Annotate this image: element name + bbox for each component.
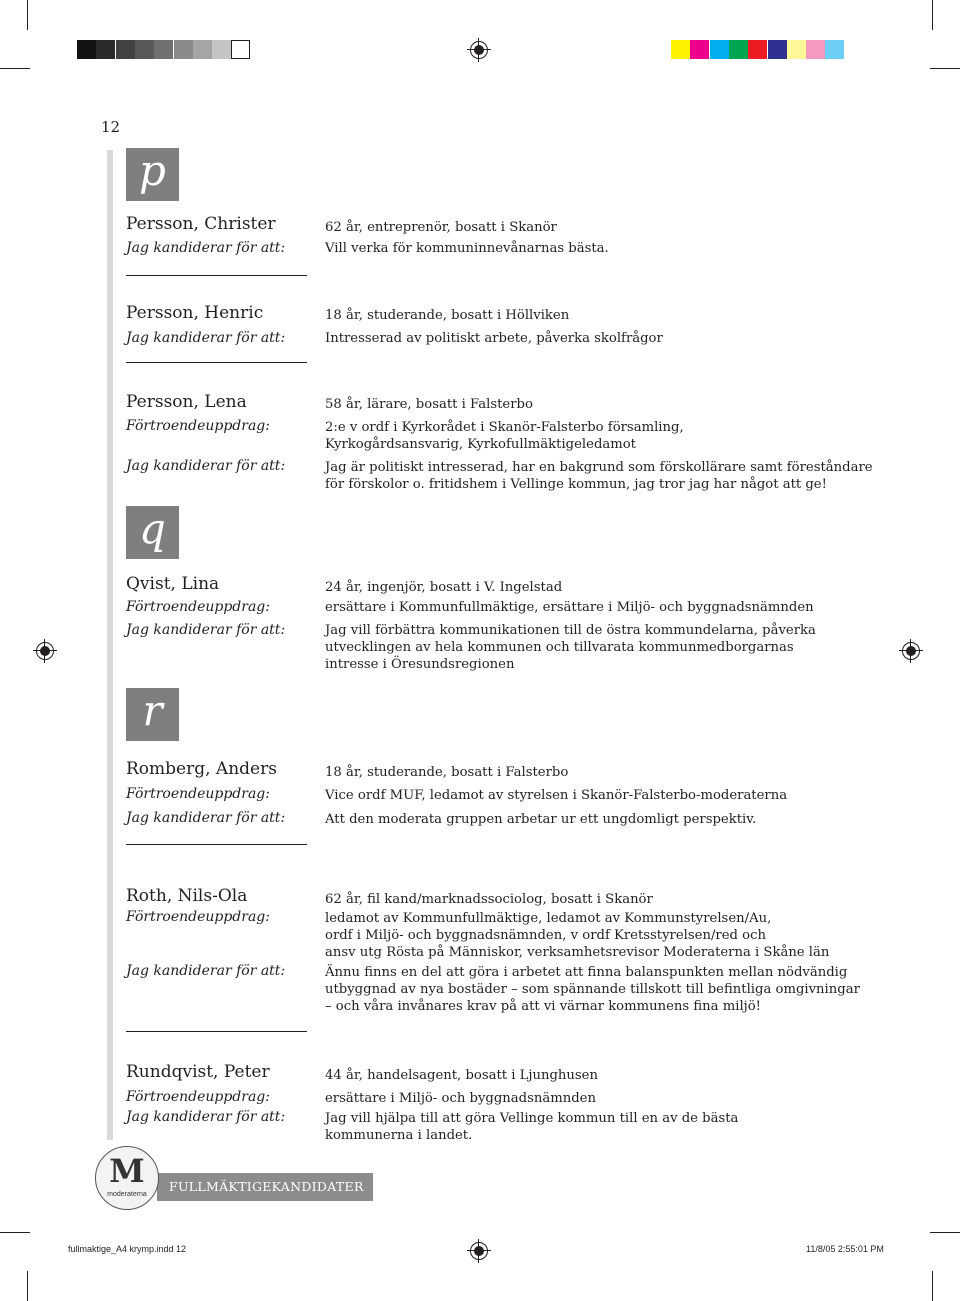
candidate-kandiderar-line: utbyggnad av nya bostäder – som spännande tillskott till befintliga omgivningar	[325, 982, 860, 997]
label-kandiderar: Jag kandiderar för att:	[126, 240, 286, 256]
candidate-uppdrag: ersättare i Miljö- och byggnadsnämnden	[325, 1091, 596, 1106]
candidate-about: 24 år, ingenjör, bosatt i V. Ingelstad	[325, 580, 563, 595]
color-swatch	[787, 40, 806, 59]
divider	[126, 275, 307, 276]
color-swatch	[671, 40, 690, 59]
slug-filename: fullmaktige_A4 krymp.indd 12	[68, 1244, 187, 1254]
registration-mark-icon	[902, 642, 920, 660]
color-swatch	[212, 40, 231, 59]
candidate-uppdrag-line: ansv utg Rösta på Människor, verksamhetsrevisor Moderaterna i Skåne län	[325, 945, 830, 960]
candidate-uppdrag: ersättare i Kommunfullmäktige, ersättare i Miljö- och byggnadsnämnden	[325, 600, 814, 615]
candidate-uppdrag-line: Kyrkogårdsansvarig, Kyrkofullmäktigeledamot	[325, 437, 636, 452]
crop-mark	[930, 68, 960, 69]
color-swatch	[135, 40, 154, 59]
candidate-name: Persson, Christer	[126, 214, 276, 234]
candidate-name: Persson, Henric	[126, 303, 264, 323]
label-kandiderar: Jag kandiderar för att:	[126, 1109, 286, 1125]
crop-mark	[27, 0, 28, 30]
crop-mark	[0, 1232, 30, 1233]
candidate-kandiderar-line: Jag vill förbättra kommunikationen till de östra kommundelarna, påverka	[325, 623, 816, 638]
label-uppdrag: Förtroendeuppdrag:	[126, 1089, 270, 1105]
section-letter-r: r	[126, 688, 179, 741]
candidate-kandiderar: Att den moderata gruppen arbetar ur ett ungdomligt perspektiv.	[325, 812, 757, 827]
section-letter-p: p	[126, 148, 179, 201]
label-uppdrag: Förtroendeuppdrag:	[126, 909, 270, 925]
candidate-name: Roth, Nils-Ola	[126, 886, 248, 906]
candidate-uppdrag-line: ledamot av Kommunfullmäktige, ledamot av Kommunstyrelsen/Au,	[325, 911, 772, 926]
color-swatch	[193, 40, 212, 59]
candidate-kandiderar-line: Ännu finns en del att göra i arbetet att finna balanspunkten mellan nödvändig	[325, 965, 848, 980]
candidate-kandiderar-line: – och våra invånares krav på att vi värnar kommunens fina miljö!	[325, 999, 761, 1014]
color-swatch	[154, 40, 173, 59]
color-swatch	[825, 40, 844, 59]
label-uppdrag: Förtroendeuppdrag:	[126, 786, 270, 802]
color-swatch	[806, 40, 825, 59]
crop-mark	[0, 68, 30, 69]
moderaterna-logo	[95, 1146, 159, 1210]
candidate-about: 58 år, lärare, bosatt i Falsterbo	[325, 397, 533, 412]
logo-text: moderaterna	[107, 1191, 147, 1198]
candidate-kandiderar-line: Jag vill hjälpa till att göra Vellinge kommun till en av de bästa	[325, 1111, 739, 1126]
label-kandiderar: Jag kandiderar för att:	[126, 963, 286, 979]
label-uppdrag: Förtroendeuppdrag:	[126, 418, 270, 434]
color-swatch	[231, 40, 250, 59]
footer-band: FULLMÄKTIGEKANDIDATER	[157, 1173, 373, 1201]
candidate-about: 62 år, entreprenör, bosatt i Skanör	[325, 220, 557, 235]
margin-bar	[107, 150, 113, 1140]
crop-mark	[27, 1271, 28, 1301]
candidate-about: 18 år, studerande, bosatt i Höllviken	[325, 308, 570, 323]
color-swatch	[729, 40, 748, 59]
section-letter-q: q	[126, 506, 179, 559]
label-kandiderar: Jag kandiderar för att:	[126, 810, 286, 826]
registration-mark-icon	[36, 642, 54, 660]
color-swatch	[96, 40, 115, 59]
candidate-uppdrag: Vice ordf MUF, ledamot av styrelsen i Skanör-Falsterbo-moderaterna	[325, 788, 788, 803]
candidate-name: Romberg, Anders	[126, 759, 277, 779]
divider	[126, 844, 307, 845]
crop-mark	[930, 1232, 960, 1233]
candidate-uppdrag-line: 2:e v ordf i Kyrkorådet i Skanör-Falsterbo församling,	[325, 420, 684, 435]
candidate-kandiderar-line: intresse i Öresundsregionen	[325, 657, 515, 672]
color-swatch	[174, 40, 193, 59]
registration-mark-icon	[470, 1242, 488, 1260]
candidate-kandiderar-line: kommunerna i landet.	[325, 1128, 473, 1143]
candidate-kandiderar: Vill verka för kommuninnevånarnas bästa.	[325, 241, 609, 256]
color-swatch	[690, 40, 709, 59]
color-swatch	[116, 40, 135, 59]
candidate-kandiderar-line: Jag är politiskt intresserad, har en bakgrund som förskollärare samt föreståndare	[325, 460, 873, 475]
candidate-name: Persson, Lena	[126, 392, 247, 412]
crop-mark	[932, 0, 933, 30]
candidate-about: 44 år, handelsagent, bosatt i Ljunghusen	[325, 1068, 598, 1083]
color-swatch	[77, 40, 96, 59]
divider	[126, 362, 307, 363]
color-swatch	[768, 40, 787, 59]
page-number: 12	[101, 118, 121, 136]
logo-monogram-icon: M	[109, 1152, 145, 1190]
candidate-name: Qvist, Lina	[126, 574, 220, 594]
slug-timestamp: 11/8/05 2:55:01 PM	[806, 1244, 884, 1254]
candidate-uppdrag-line: ordf i Miljö- och byggnadsnämnden, v ordf Kretsstyrelsen/red och	[325, 928, 766, 943]
candidate-about: 18 år, studerande, bosatt i Falsterbo	[325, 765, 569, 780]
candidate-kandiderar-line: för förskolor o. fritidshem i Vellinge kommun, jag tror jag har något att ge!	[325, 477, 827, 492]
label-kandiderar: Jag kandiderar för att:	[126, 622, 286, 638]
label-kandiderar: Jag kandiderar för att:	[126, 458, 286, 474]
color-swatch	[748, 40, 767, 59]
label-uppdrag: Förtroendeuppdrag:	[126, 599, 270, 615]
candidate-kandiderar-line: utvecklingen av hela kommunen och tillvarata kommunmedborgarnas	[325, 640, 794, 655]
candidate-name: Rundqvist, Peter	[126, 1062, 270, 1082]
registration-mark-icon	[470, 41, 488, 59]
candidate-kandiderar: Intresserad av politiskt arbete, påverka skolfrågor	[325, 331, 663, 346]
crop-mark	[932, 1271, 933, 1301]
candidate-about: 62 år, fil kand/marknadssociolog, bosatt i Skanör	[325, 892, 653, 907]
color-swatch	[710, 40, 729, 59]
divider	[126, 1031, 307, 1032]
label-kandiderar: Jag kandiderar för att:	[126, 330, 286, 346]
